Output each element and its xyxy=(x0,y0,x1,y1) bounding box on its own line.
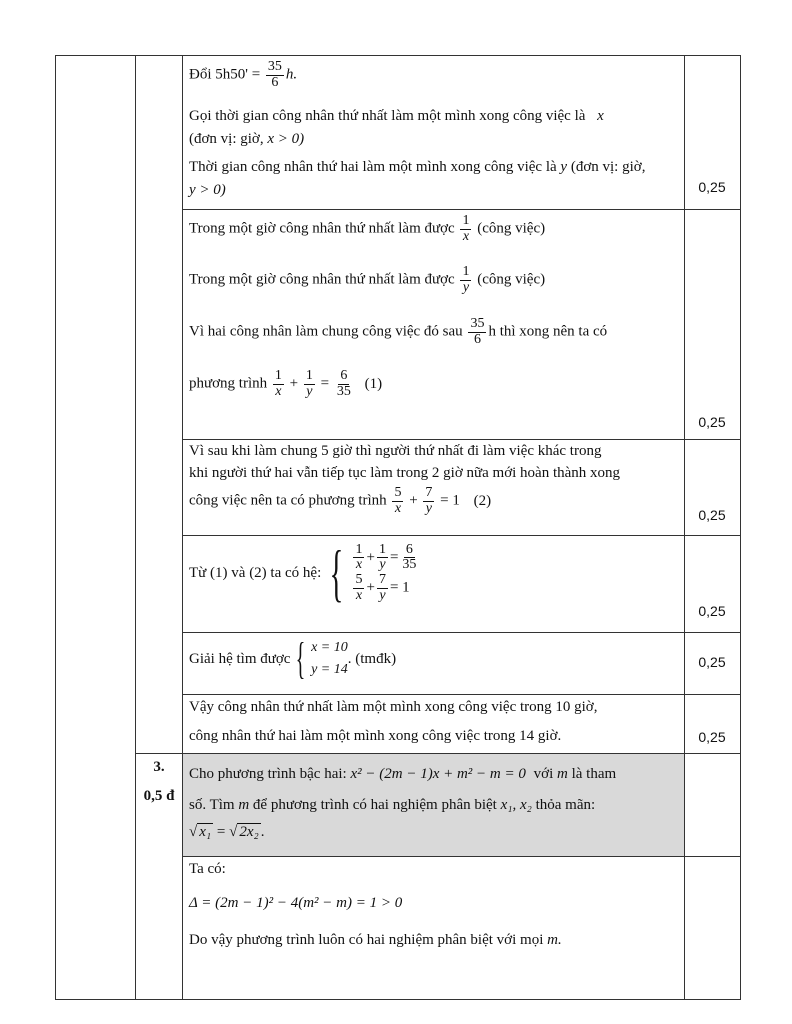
numerator: 5 xyxy=(355,572,363,587)
numerator: 5 xyxy=(394,485,402,500)
denominator: y xyxy=(379,557,386,573)
conclusion-line-1: Vậy công nhân thứ nhất làm một mình xong công việc trong 10 giờ, xyxy=(189,699,598,715)
solution-end: . (tmđk) xyxy=(347,650,397,667)
table-border-right xyxy=(740,55,741,1000)
question-text: là tham xyxy=(571,766,617,782)
system-line xyxy=(189,537,420,608)
conclusion-distinct-roots xyxy=(189,932,562,949)
numerator: 6 xyxy=(405,541,413,557)
fraction-35-6 xyxy=(266,60,284,90)
score: 0,25 xyxy=(698,179,726,195)
numerator: 7 xyxy=(378,572,386,587)
table-border-bottom xyxy=(55,999,741,1000)
row-divider xyxy=(135,753,741,754)
question-points: 0,5 đ xyxy=(143,788,175,804)
solution-label: Giải hệ tìm được xyxy=(189,650,291,667)
quadratic-equation: x² − (2m − 1)x + m² − m = 0 xyxy=(350,766,526,782)
unit-text: (đơn vị: giờ, xyxy=(189,131,264,147)
combined-text-end: h thì xong nên ta có xyxy=(488,323,608,340)
var-x: x xyxy=(597,108,604,124)
condition-x: x > 0) xyxy=(267,131,305,147)
let-x-text: Gọi thời gian công nhân thứ nhất làm một mình xong công việc là xyxy=(189,108,586,124)
table-divider-3 xyxy=(684,55,685,1000)
combined-text: Vì hai công nhân làm chung công việc đó sau xyxy=(189,323,463,340)
unit-h: h. xyxy=(285,66,298,83)
combined-time-line xyxy=(189,317,607,347)
fraction-1-y xyxy=(377,543,388,573)
rate-text: Trong một giờ công nhân thứ nhất làm được xyxy=(189,220,455,237)
time-worker-2-line xyxy=(189,159,645,176)
question-line-3 xyxy=(189,824,264,841)
equation-tag: (1) xyxy=(364,375,383,392)
equation-2-line: công việc nên ta có phương trình $\frac{5}{x}$ + $\frac{7}{y}$ = 1 (2) xyxy=(189,485,492,516)
question-line-1 xyxy=(189,766,616,783)
table-border-top xyxy=(55,55,741,56)
question-number: 3. xyxy=(153,759,165,775)
denominator: y xyxy=(306,383,313,399)
score: 0,25 xyxy=(698,603,726,619)
numerator: 1 xyxy=(462,213,470,228)
brace-icon: { xyxy=(296,634,306,683)
equals: = xyxy=(213,824,230,840)
score: 0,25 xyxy=(698,729,726,745)
let-variable-line xyxy=(189,108,604,125)
param-m: m xyxy=(557,766,568,782)
roots-vars: x₁, x₂ xyxy=(500,797,532,813)
solution-system xyxy=(311,637,348,681)
numerator: 35 xyxy=(470,316,485,331)
denominator: x xyxy=(394,500,402,516)
numerator: 35 xyxy=(267,59,282,74)
sqrt-x1: √ x₁ xyxy=(189,824,212,840)
equation-system xyxy=(351,543,420,604)
time-worker-2-text: Thời gian công nhân thứ hai làm một mình xong công việc là xyxy=(189,159,557,175)
rate-text: Trong một giờ công nhân thứ nhất làm được xyxy=(189,271,455,288)
table-border-left xyxy=(55,55,56,1000)
row-divider xyxy=(182,694,741,695)
question-text: để phương trình có hai nghiệm phân biệt xyxy=(252,797,497,813)
condition-y: y > 0) xyxy=(189,182,226,198)
row-divider xyxy=(182,439,741,440)
denominator: x xyxy=(275,383,282,399)
fraction-35-6 xyxy=(468,317,486,347)
question-text: thỏa mãn: xyxy=(535,797,596,813)
equation-label: phương trình xyxy=(189,375,268,392)
solution-x: x = 10 xyxy=(311,640,348,655)
denominator: x xyxy=(355,587,363,603)
fraction-1-x xyxy=(273,369,284,399)
numerator: 1 xyxy=(305,368,313,383)
equals-one: = 1 xyxy=(389,579,410,596)
fraction-5-x xyxy=(353,573,364,603)
score: 0,25 xyxy=(698,507,726,523)
equation-label: công việc nên ta có phương trình xyxy=(189,492,387,509)
equals-one: = 1 xyxy=(440,492,460,509)
fraction-7-y xyxy=(423,486,434,516)
table-divider-2 xyxy=(182,55,183,1000)
denominator: 35 xyxy=(402,557,417,573)
second-condition-line-1: Vì sau khi làm chung 5 giờ thì người thứ nhất đi làm việc khác trong xyxy=(189,443,602,459)
solution-line xyxy=(189,634,397,683)
brace-icon: { xyxy=(329,537,344,608)
numerator: 7 xyxy=(425,485,433,500)
row-divider xyxy=(182,632,741,633)
denominator: 6 xyxy=(473,331,481,347)
numerator: 1 xyxy=(378,541,386,557)
fraction-1-x xyxy=(353,543,364,573)
system-eq-2: $\frac{5}{x}$ + $\frac{7}{y}$ = 1 xyxy=(355,572,410,603)
fraction-6-35 xyxy=(400,543,418,573)
solution-intro: Ta có: xyxy=(189,861,226,877)
fraction-5-x xyxy=(392,486,403,516)
discriminant: Δ = (2m − 1)² − 4(m² − m) = 1 > 0 xyxy=(189,895,403,911)
rate-worker-2-line xyxy=(189,265,545,295)
sqrt-2x2: √ 2x₂ xyxy=(229,824,259,840)
numerator: 1 xyxy=(274,368,282,383)
question-text: Cho phương trình bậc hai: xyxy=(189,766,347,782)
system-eq-1: $\frac{1}{x}$ + $\frac{1}{y}$ = $\frac{6}{35}$ xyxy=(355,541,417,573)
denominator: x xyxy=(355,557,363,573)
rate-worker-1-line xyxy=(189,214,545,244)
param-m: m xyxy=(238,797,250,813)
solution-y: y = 14 xyxy=(311,662,348,677)
score: 0,25 xyxy=(698,654,726,670)
work-unit: (công việc) xyxy=(477,271,546,288)
question-text: với xyxy=(533,766,554,782)
work-unit: (công việc) xyxy=(477,220,546,237)
fraction-1-y xyxy=(304,369,315,399)
equation-tag: (2) xyxy=(473,492,492,509)
fraction-6-35 xyxy=(335,369,353,399)
period: . xyxy=(260,824,265,840)
unit-conversion-text: Đổi 5h50' = xyxy=(189,66,264,83)
fraction-1-x xyxy=(460,214,471,244)
denominator: x xyxy=(462,228,470,244)
unit-conversion-line xyxy=(189,60,297,90)
fraction-7-y xyxy=(377,573,388,603)
denominator: y xyxy=(425,500,433,516)
unit-text: (đơn vị: giờ, xyxy=(570,159,646,175)
numerator: 6 xyxy=(340,368,348,383)
unit-condition-line xyxy=(189,131,304,148)
question-line-2 xyxy=(189,797,595,814)
numerator: 1 xyxy=(462,264,470,279)
row-divider xyxy=(182,209,741,210)
second-condition-line-2: khi người thứ hai vẫn tiếp tục làm trong 2 giờ nữa mới hoàn thành xong xyxy=(189,465,621,481)
numerator: 1 xyxy=(355,541,363,557)
denominator: 6 xyxy=(271,74,279,90)
param-m: m. xyxy=(547,932,562,948)
conclusion-text: Do vậy phương trình luôn có hai nghiệm phân biệt với mọi xyxy=(189,932,544,948)
question-text: số. Tìm xyxy=(189,797,235,813)
score: 0,25 xyxy=(698,414,726,430)
system-label: Từ (1) và (2) ta có hệ: xyxy=(189,564,322,581)
var-y: y xyxy=(560,159,568,175)
equation-1-line: phương trình $\frac{1}{x}$ + $\frac{1}{y}$ = $\frac{6}{35}$ (1) xyxy=(189,368,383,399)
row-divider xyxy=(182,856,741,857)
row-divider xyxy=(182,535,741,536)
denominator: y xyxy=(379,587,386,603)
fraction-1-y xyxy=(460,265,471,295)
radicand: 2x₂ xyxy=(239,824,259,840)
radicand: x₁ xyxy=(199,824,212,840)
denominator: y xyxy=(462,279,470,295)
conclusion-line-2: công nhân thứ hai làm một mình xong công việc trong 14 giờ. xyxy=(189,728,562,744)
table-divider-1 xyxy=(135,55,136,1000)
denominator: 35 xyxy=(336,383,351,399)
